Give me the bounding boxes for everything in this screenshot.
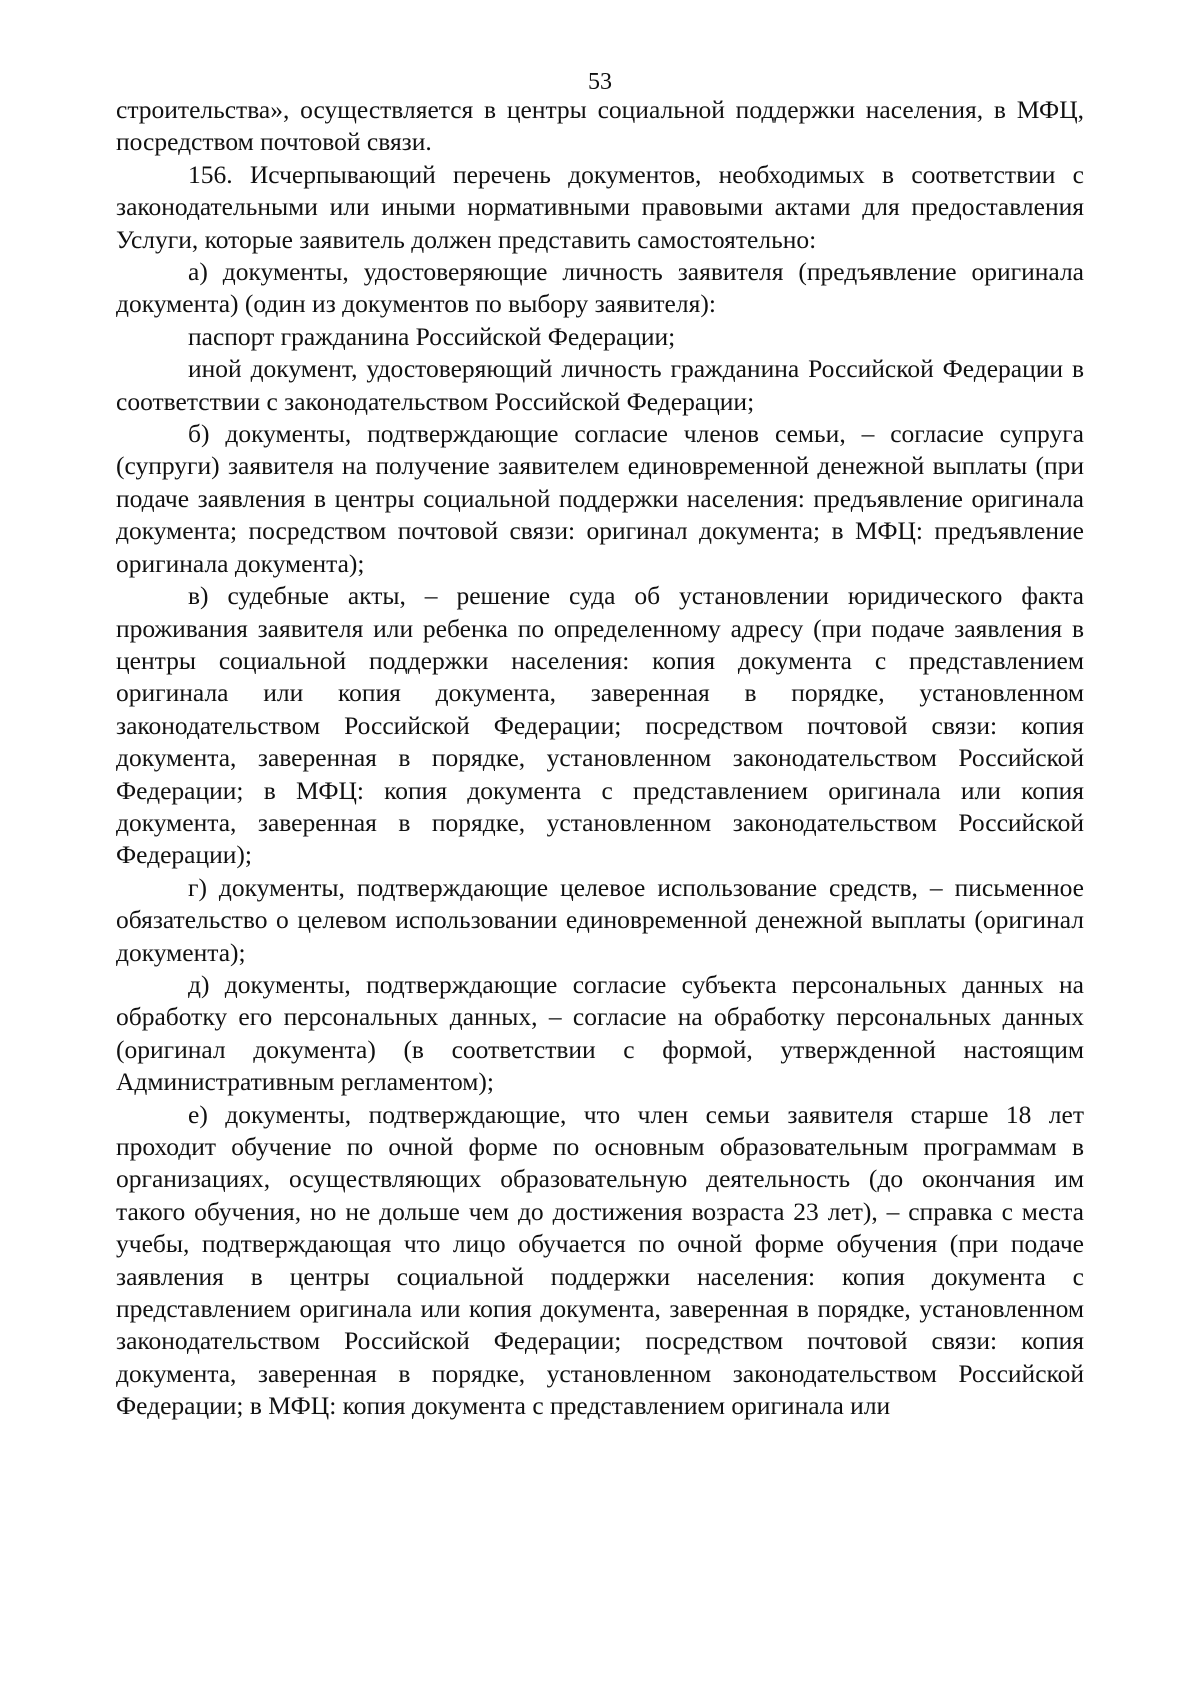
paragraph-other-id: иной документ, удостоверяющий личность гражданина Российской Федерации в соответствии с законодательством Российской Федерации; <box>116 354 1084 416</box>
paragraph-subitem-g: г) документы, подтверждающие целевое использование средств, – письменное обязательство о целевом использовании единовременной денежной выплаты (оригинал документа); <box>116 872 1084 967</box>
paragraph-subitem-d: д) документы, подтверждающие согласие субъекта персональных данных на обработку его персональных данных, – согласие на обработку персональных данных (оригинал документа) (в соответствии с формой, утвержденной настоящим Административным регламентом); <box>116 969 1084 1097</box>
paragraph-subitem-v: в) судебные акты, – решение суда об установлении юридического факта проживания заявителя или ребенка по определенному адресу (при подаче заявления в центры социальной поддержки населения: копия документа с представлением оригинала или копия документа, заверенная в порядке, установленном законодательством Российской Федерации; посредством почтовой связи: копия документа, заверенная в порядке, установленном законодательством Российской Федерации; в МФЦ: копия документа с представлением оригинала или копия документа, заверенная в порядке, установленном законодательством Российской Федерации); <box>116 581 1084 870</box>
page-number: 53 <box>588 69 612 95</box>
paragraph-item-156: 156. Исчерпывающий перечень документов, необходимых в соответствии с законодательными или иными нормативными правовыми актами для предоставления Услуги, которые заявитель должен представить самостоятельно: <box>116 159 1084 254</box>
paragraph-passport: паспорт гражданина Российской Федерации; <box>188 321 676 351</box>
paragraph-subitem-e: е) документы, подтверждающие, что член семьи заявителя старше 18 лет проходит обучение по очной форме по основным образовательным программам в организациях, осуществляющих образовательную деятельность (до окончания им такого обучения, но не дольше чем до достижения возраста 23 лет), – справка с места учебы, подтверждающая что лицо обучается по очной форме обучения (при подаче заявления в центры социальной поддержки населения: копия документа с представлением оригинала или копия документа, заверенная в порядке, установленном законодательством Российской Федерации; посредством почтовой связи: копия документа, заверенная в порядке, установленном законодательством Российской Федерации; в МФЦ: копия документа с представлением оригинала или <box>116 1099 1084 1421</box>
paragraph-subitem-a: а) документы, удостоверяющие личность заявителя (предъявление оригинала документа) (один из документов по выбору заявителя): <box>116 257 1084 319</box>
paragraph-continuation: строительства», осуществляется в центры социальной поддержки населения, в МФЦ, посредством почтовой связи. <box>116 95 1084 157</box>
paragraph-subitem-b: б) документы, подтверждающие согласие членов семьи, – согласие супруга (супруги) заявителя на получение заявителем единовременной денежной выплаты (при подаче заявления в центры социальной поддержки населения: предъявление оригинала документа; посредством почтовой связи: оригинал документа; в МФЦ: предъявление оригинала документа); <box>116 419 1084 578</box>
document-body <box>116 94 1084 1423</box>
